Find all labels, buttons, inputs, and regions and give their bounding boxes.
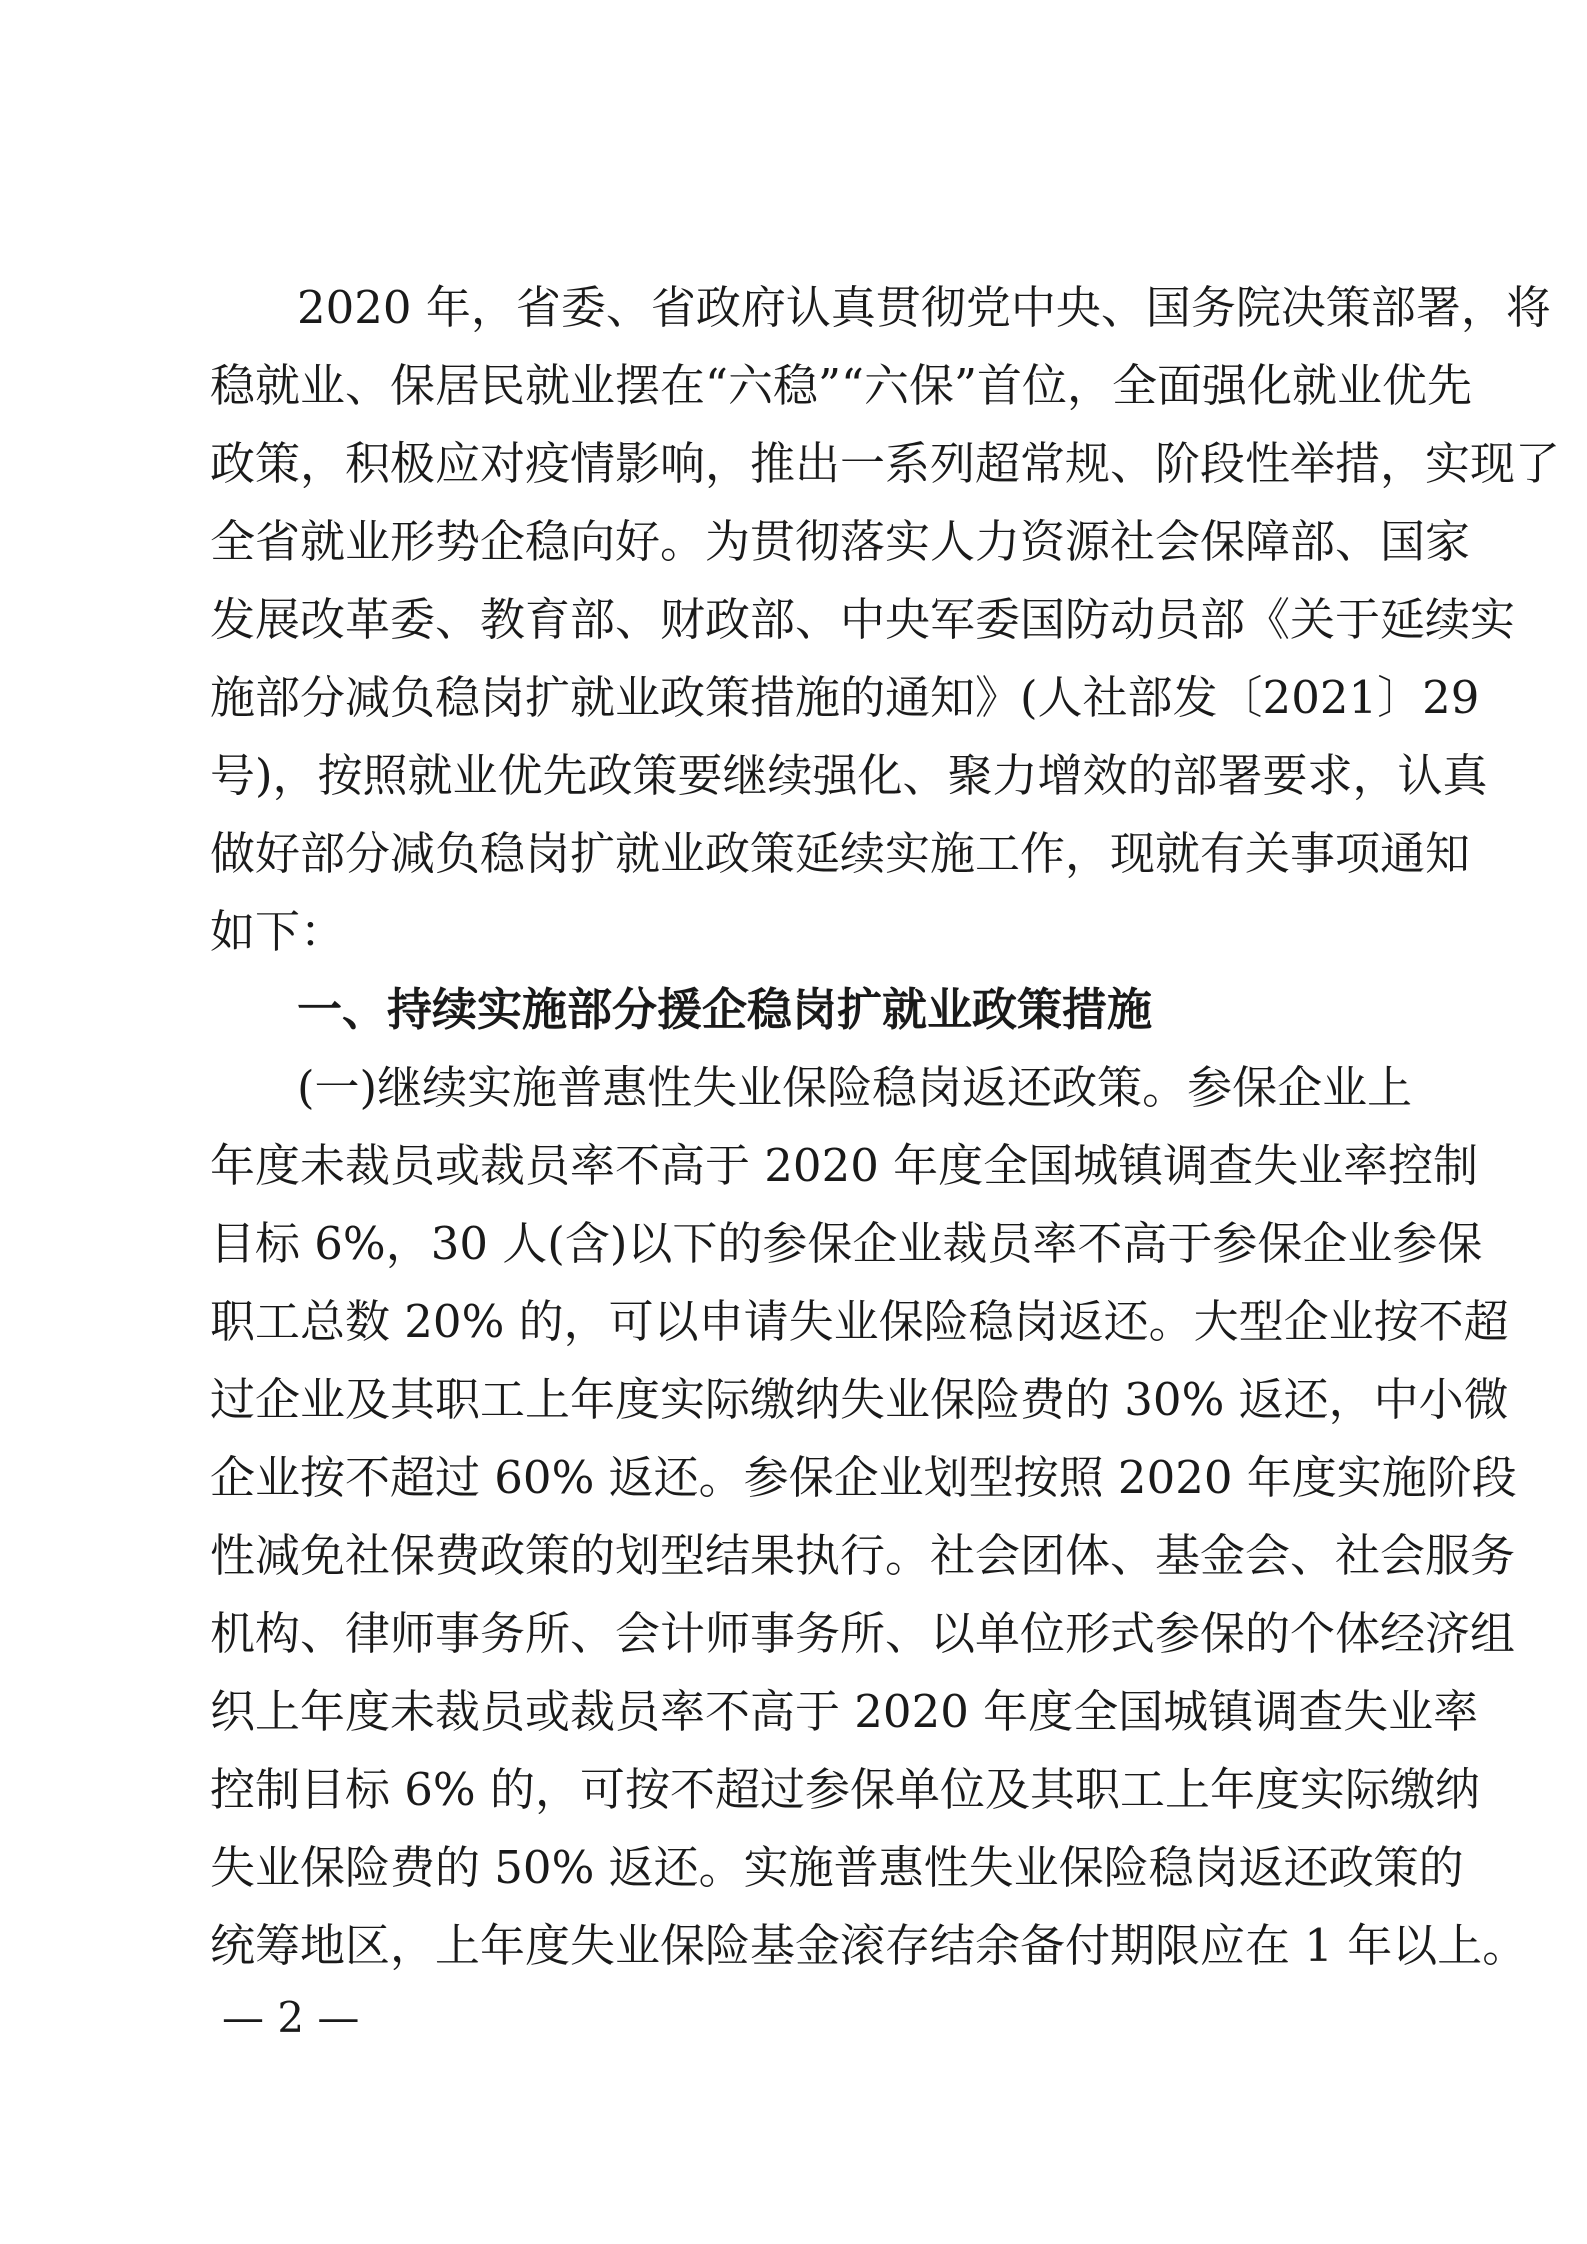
body-line-14: 职工总数 20% 的，可以申请失业保险稳岗返还。大型企业按不超 (210, 1295, 1509, 1348)
body-line-6: 施部分减负稳岗扩就业政策措施的通知》(人社部发〔2021〕29 (210, 671, 1480, 724)
body-line-1: 2020 年，省委、省政府认真贯彻党中央、国务院决策部署，将 (297, 281, 1551, 334)
body-line-20: 控制目标 6% 的，可按不超过参保单位及其职工上年度实际缴纳 (210, 1763, 1480, 1816)
body-line-8: 做好部分减负稳岗扩就业政策延续实施工作，现就有关事项通知 (210, 827, 1471, 880)
section-heading: 一、持续实施部分援企稳岗扩就业政策措施 (297, 983, 1153, 1036)
body-line-11: (一)继续实施普惠性失业保险稳岗返还政策。参保企业上 (297, 1061, 1413, 1114)
body-line-19: 织上年度未裁员或裁员率不高于 2020 年度全国城镇调查失业率 (210, 1685, 1479, 1738)
page-number: — 2 — (222, 1993, 360, 2042)
body-line-21: 失业保险费的 50% 返还。实施普惠性失业保险稳岗返还政策的 (210, 1841, 1464, 1894)
body-line-18: 机构、律师事务所、会计师事务所、以单位形式参保的个体经济组 (210, 1607, 1516, 1660)
body-line-9: 如下： (210, 905, 346, 958)
body-line-3: 政策，积极应对疫情影响，推出一系列超常规、阶段性举措，实现了 (210, 437, 1561, 490)
body-line-4: 全省就业形势企稳向好。为贯彻落实人力资源社会保障部、国家 (210, 515, 1471, 568)
body-line-13: 目标 6%，30 人(含)以下的参保企业裁员率不高于参保企业参保 (210, 1217, 1483, 1270)
body-line-15: 过企业及其职工上年度实际缴纳失业保险费的 30% 返还，中小微 (210, 1373, 1509, 1426)
body-line-22: 统筹地区，上年度失业保险基金滚存结余备付期限应在 1 年以上。 (210, 1919, 1528, 1972)
body-line-2: 稳就业、保居民就业摆在“六稳”“六保”首位，全面强化就业优先 (210, 359, 1473, 412)
body-line-16: 企业按不超过 60% 返还。参保企业划型按照 2020 年度实施阶段 (210, 1451, 1517, 1504)
body-line-12: 年度未裁员或裁员率不高于 2020 年度全国城镇调查失业率控制 (210, 1139, 1479, 1192)
body-line-7: 号)，按照就业优先政策要继续强化、聚力增效的部署要求，认真 (210, 749, 1488, 802)
body-line-17: 性减免社保费政策的划型结果执行。社会团体、基金会、社会服务 (210, 1529, 1516, 1582)
body-line-5: 发展改革委、教育部、财政部、中央军委国防动员部《关于延续实 (210, 593, 1516, 646)
